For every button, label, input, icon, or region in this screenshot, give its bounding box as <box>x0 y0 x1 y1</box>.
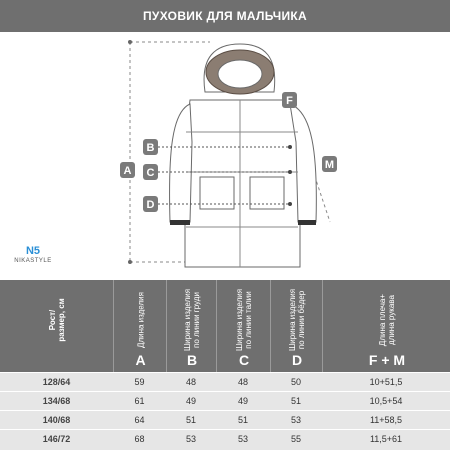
table-row <box>0 410 450 429</box>
svg-text:M: M <box>324 159 335 171</box>
header-col-letter: D <box>291 352 303 368</box>
header-col-letter: A <box>135 352 146 368</box>
header-col-letter: F + M <box>368 352 406 368</box>
svg-text:B: B <box>146 142 155 154</box>
row-size: 140/68 <box>42 415 71 425</box>
svg-text:D: D <box>146 199 155 211</box>
header-col-title: Длина изделия <box>136 292 145 348</box>
page-title: ПУХОВИК ДЛЯ МАЛЬЧИКА <box>143 9 307 23</box>
brand-mark: N5 <box>25 245 41 257</box>
title-bar <box>0 0 450 32</box>
header-col-title: Ширина изделия по линии груди <box>183 288 201 352</box>
header-col-title: Ширина изделия по линии бёдер <box>288 288 306 352</box>
row-size: 128/64 <box>42 377 71 387</box>
row-size: 134/68 <box>42 396 71 406</box>
header-col-title: Длина плеча+ длина рукава <box>378 293 396 347</box>
size-table <box>0 280 450 450</box>
brand-name: NIKASTYLE <box>14 258 52 264</box>
header-col-letter: C <box>238 352 250 368</box>
table-row <box>0 372 450 391</box>
row-cell: 68 <box>134 434 145 444</box>
brand-logo <box>8 245 58 265</box>
header-col-d <box>270 280 323 372</box>
row-cell: 49 <box>185 396 196 406</box>
row-cell: 11+58,5 <box>369 415 403 425</box>
row-cell: 53 <box>237 434 248 444</box>
label-c <box>143 164 158 180</box>
row-cell: 48 <box>237 377 248 387</box>
svg-text:A: A <box>123 165 132 177</box>
row-cell: 51 <box>185 415 196 425</box>
row-cell: 10,5+54 <box>369 396 403 406</box>
row-cell: 10+51,5 <box>369 377 403 387</box>
row-cell: 51 <box>237 415 248 425</box>
row-cell: 48 <box>185 377 196 387</box>
row-size: 146/72 <box>42 434 71 444</box>
label-f <box>282 92 297 108</box>
row-cell: 51 <box>290 396 301 406</box>
header-col-c <box>216 280 271 372</box>
row-cell: 59 <box>134 377 145 387</box>
table-header <box>0 280 450 372</box>
row-cell: 64 <box>134 415 145 425</box>
row-cell: 55 <box>290 434 301 444</box>
header-size <box>0 280 113 372</box>
table-row <box>0 391 450 410</box>
row-cell: 49 <box>237 396 248 406</box>
row-cell: 53 <box>290 415 301 425</box>
label-d <box>143 196 158 212</box>
label-b <box>143 139 158 155</box>
header-col-b <box>166 280 217 372</box>
row-cell: 50 <box>290 377 301 387</box>
header-col-fm <box>322 280 450 372</box>
row-cell: 11,5+61 <box>369 434 403 444</box>
label-a <box>120 162 135 178</box>
table-row <box>0 429 450 448</box>
label-m <box>322 156 337 172</box>
svg-text:C: C <box>146 167 155 179</box>
header-col-a <box>113 280 167 372</box>
svg-text:F: F <box>286 95 293 107</box>
jacket-diagram <box>0 32 450 280</box>
row-cell: 53 <box>185 434 196 444</box>
header-col-title: Ширина изделия по линии талии <box>235 288 253 352</box>
header-col-letter: B <box>186 352 198 368</box>
row-cell: 61 <box>134 396 145 406</box>
header-size-label: Рост/ размер, см <box>47 298 66 342</box>
